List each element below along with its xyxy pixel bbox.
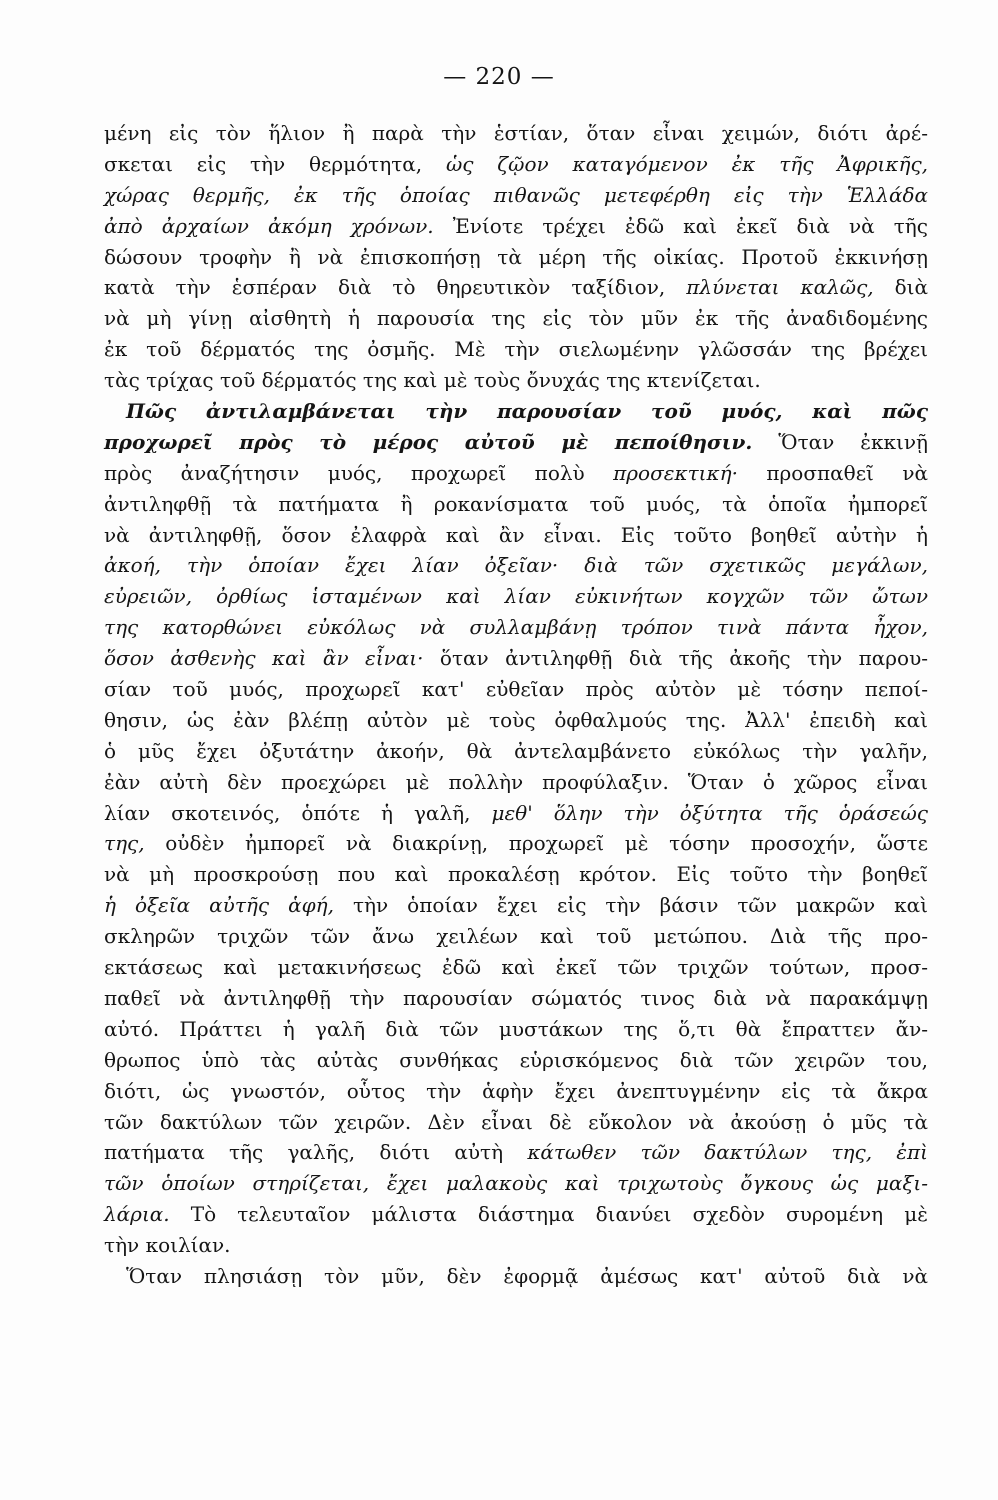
text-span: σκληρῶν τριχῶν τῶν ἄνω χειλέων καὶ τοῦ μετώπου. Διὰ τῆς προ- [104, 924, 928, 949]
emphasis-text: ὅσον ἀσθενὴς καὶ ἂν εἶναι· [104, 646, 424, 671]
text-line [104, 798, 928, 829]
text-line [104, 489, 928, 520]
text-line [104, 890, 928, 921]
emphasis-text: κάτωθεν τῶν δακτύλων της, ἐπὶ [527, 1140, 928, 1165]
text-span: νὰ μὴ προσκρούσῃ που καὶ προκαλέσῃ κρότον. Εἰς τοῦτο τὴν βοηθεῖ [104, 862, 928, 887]
text-span: θρωπος ὑπὸ τὰς αὐτὰς συνθήκας εὑρισκόμενος διὰ τῶν χειρῶν του, [104, 1047, 928, 1072]
emphasis-text: ὡς ζῷον καταγόμενον ἐκ τῆς Ἀφρικῆς, [445, 151, 929, 176]
text-span: ὅταν ἀντιληφθῇ διὰ τῆς ἀκοῆς τὴν παρου- [423, 646, 928, 671]
text-span: ὁ μῦς ἔχει ὀξυτάτην ἀκοήν, θὰ ἀντελαμβάνετο εὐκόλως τὴν γαλῆν, [104, 738, 928, 763]
text-span: τὰς τρίχας τοῦ δέρματός της καὶ μὲ τοὺς ὄνυχάς της κτενίζεται. [104, 368, 761, 393]
text-span: οὐδὲν ἠμπορεῖ νὰ διακρίνῃ, προχωρεῖ μὲ τόσην προσοχήν, ὥστε [144, 831, 928, 856]
emphasis-text: μεθ' ὅλην τὴν ὀξύτητα τῆς ὁράσεώς [491, 800, 928, 825]
text-line [104, 767, 928, 798]
text-line [104, 674, 928, 705]
emphasis-text: της κατορθώνει εὐκόλως νὰ συλλαμβάνῃ τρόπον τινὰ πάντα ἦχον, [104, 615, 928, 640]
text-line [104, 859, 928, 890]
emphasis-text: της, [104, 831, 145, 856]
text-span: Ἐνίοτε τρέχει ἐδῶ καὶ ἐκεῖ διὰ νὰ τῆς [433, 213, 928, 238]
emphasis-text: ἀκοή, τὴν ὁποίαν ἔχει λίαν ὀξεῖαν· διὰ τῶν σχετικῶς μεγάλων, [104, 553, 928, 578]
emphasis-text: εὐρειῶν, ὀρθίως ἱσταμένων καὶ λίαν εὐκινήτων κογχῶν τῶν ὤτων [104, 584, 928, 609]
text-span: ἀντιληφθῇ τὰ πατήματα ἢ ροκανίσματα τοῦ μυός, τὰ ὁποῖα ἠμπορεῖ [104, 491, 928, 516]
section-heading-text: Πῶς ἀντιλαμβάνεται τὴν παρουσίαν τοῦ μυός, καὶ πῶς [126, 399, 928, 424]
text-span: πρὸς ἀναζήτησιν μυός, προχωρεῖ πολὺ [104, 460, 614, 485]
text-line [104, 272, 928, 303]
text-span: κατὰ τὴν ἑσπέραν διὰ τὸ θηρευτικὸν ταξίδιον, [104, 275, 687, 300]
text-line [104, 1168, 928, 1199]
text-line [104, 736, 928, 767]
text-line [104, 1261, 928, 1292]
text-line [104, 427, 928, 458]
text-line [104, 550, 928, 581]
text-span: θησιν, ὡς ἐὰν βλέπῃ αὐτὸν μὲ τοὺς ὀφθαλμούς της. Ἀλλ' ἐπειδὴ καὶ [104, 707, 928, 732]
text-line [104, 1076, 928, 1107]
text-span: πατήματα τῆς γαλῆς, διότι αὐτὴ [104, 1140, 528, 1165]
text-line [104, 705, 928, 736]
emphasis-text: πλύνεται καλῶς, [686, 275, 874, 300]
text-line [104, 1137, 928, 1168]
text-line [104, 458, 928, 489]
text-line [104, 242, 928, 273]
text-span: τὴν ὁποίαν ἔχει εἰς τὴν βάσιν τῶν μακρῶν καὶ [333, 893, 929, 918]
text-span: αὐτό. Πράττει ἡ γαλῆ διὰ τῶν μυστάκων της ὅ,τι θὰ ἔπραττεν ἄν- [104, 1016, 928, 1041]
text-span: διὰ [873, 275, 928, 300]
text-line [104, 921, 928, 952]
text-line [104, 1107, 928, 1138]
text-span: παθεῖ νὰ ἀντιληφθῇ τὴν παρουσίαν σώματός τινος διὰ νὰ παρακάμψῃ [104, 985, 928, 1010]
text-span: διότι, ὡς γνωστόν, οὗτος τὴν ἁφὴν ἔχει ἀνεπτυγμένην εἰς τὰ ἄκρα [104, 1078, 928, 1103]
text-line [104, 520, 928, 551]
text-span: σκεται εἰς τὴν θερμότητα, [104, 151, 446, 176]
text-line [104, 211, 928, 242]
text-line [104, 365, 928, 396]
text-span: ἐὰν αὐτὴ δὲν προεχώρει μὲ πολλὴν προφύλαξιν. Ὅταν ὁ χῶρος εἶναι [104, 769, 928, 794]
section-heading-text: προχωρεῖ πρὸς τὸ μέρος αὐτοῦ μὲ πεποίθησιν. [104, 429, 753, 454]
emphasis-text: χώρας θερμῆς, ἐκ τῆς ὁποίας πιθανῶς μετεφέρθη εἰς τὴν Ἑλλάδα [104, 182, 928, 207]
text-span: τὴν κοιλίαν. [104, 1233, 231, 1258]
text-line [104, 828, 928, 859]
text-line [104, 1045, 928, 1076]
emphasis-text: ἡ ὀξεῖα αὐτῆς ἁφή, [104, 893, 334, 918]
body-text [104, 118, 928, 1292]
text-span: σίαν τοῦ μυός, προχωρεῖ κατ' εὐθεῖαν πρὸς αὐτὸν μὲ τόσην πεποί- [104, 677, 928, 702]
text-line [104, 581, 928, 612]
text-span: δώσουν τροφὴν ἢ νὰ ἐπισκοπήσῃ τὰ μέρη τῆς οἰκίας. Πρoτοῦ ἐκκινήσῃ [104, 244, 928, 269]
text-line [104, 118, 928, 149]
text-span: Ὅταν ἐκκινῇ [752, 429, 928, 454]
text-span: μένη εἰς τὸν ἥλιον ἢ παρὰ τὴν ἑστίαν, ὅταν εἶναι χειμών, διότι ἀρέ- [104, 121, 928, 145]
text-span: Ὅταν πλησιάσῃ τὸν μῦν, δὲν ἐφορμᾷ ἀμέσως κατ' αὐτοῦ διὰ νὰ [126, 1263, 928, 1288]
text-line [104, 1014, 928, 1045]
emphasis-text: ἀπὸ ἀρχαίων ἀκόμη χρόνων. [104, 213, 434, 238]
text-line [104, 1199, 928, 1230]
text-span: ἐκ τοῦ δέρματός της ὀσμῆς. Μὲ τὴν σιελωμένην γλῶσσάν της βρέχει [104, 337, 928, 362]
text-span: λίαν σκοτεινός, ὁπότε ἡ γαλῆ, [104, 800, 492, 825]
text-line [104, 983, 928, 1014]
text-span: Τὸ τελευταῖον μάλιστα διάστημα διανύει σχεδὸν συρομένη μὲ [169, 1202, 928, 1227]
text-span: τῶν δακτύλων τῶν χειρῶν. Δὲν εἶναι δὲ εὔκολον νὰ ἀκούσῃ ὁ μῦς τὰ [104, 1109, 928, 1134]
text-line [104, 303, 928, 334]
text-span: προσπαθεῖ νὰ [737, 460, 929, 485]
text-line [104, 952, 928, 983]
emphasis-text: τῶν ὁποίων στηρίζεται, ἔχει μαλακοὺς καὶ τριχωτοὺς ὄγκους ὡς μαξι- [104, 1171, 928, 1196]
text-line [104, 334, 928, 365]
text-line [104, 612, 928, 643]
text-line [104, 149, 928, 180]
text-line [104, 643, 928, 674]
emphasis-text: λάρια. [104, 1202, 170, 1227]
text-span: νὰ ἀντιληφθῇ, ὅσον ἐλαφρὰ καὶ ἂν εἶναι. Εἰς τοῦτο βοηθεῖ αὐτὴν ἡ [104, 522, 928, 547]
page-number: — 220 — [443, 64, 555, 90]
text-line [104, 180, 928, 211]
text-span: νὰ μὴ γίνῃ αἰσθητὴ ἡ παρουσία της εἰς τὸν μῦν ἐκ τῆς ἀναδιδομένης [104, 306, 928, 331]
emphasis-text: προσεκτική· [613, 460, 738, 485]
text-line [104, 396, 928, 427]
text-span: εκτάσεως καὶ μετακινήσεως ἐδῶ καὶ ἐκεῖ τῶν τριχῶν τούτων, προσ- [104, 955, 928, 980]
text-line [104, 1230, 928, 1261]
